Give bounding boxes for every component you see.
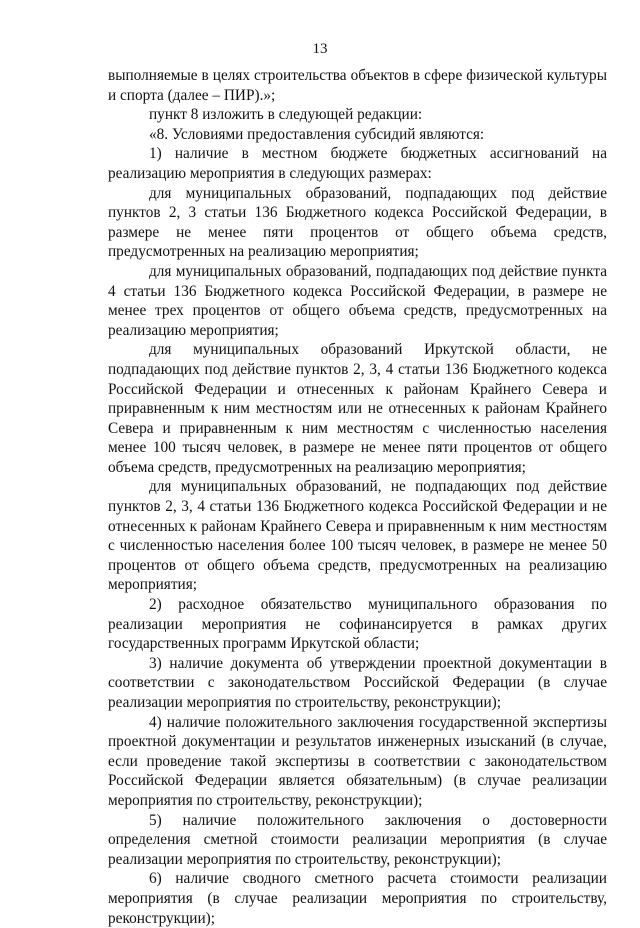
- paragraph-amendment-intro: пункт 8 изложить в следующей редакции:: [149, 106, 423, 124]
- document-body: [108, 66, 607, 928]
- paragraph-condition-1: 1) наличие в местном бюджете бюджетных ассигнований на реализацию мероприятия в следующих размерах:: [108, 145, 607, 182]
- paragraph-condition-1-item-c: для муниципальных образований Иркутской области, не подпадающих под действие пунктов 2, 3, 4 статьи 136 Бюджетного кодекса Российской Федерации и отнесенных к районам Крайнего Севера и приравненным к ним местностям или не отнесенных к районам Крайнего Севера и приравненным к ним местностям с численностью населения менее 100 тысяч человек, в размере не менее пяти процентов от общего объема средств, предусмотренных на реализацию мероприятия;: [108, 341, 607, 476]
- paragraph-condition-1-item-a: для муниципальных образований, подпадающих под действие пунктов 2, 3 статьи 136 Бюджетного кодекса Российской Федерации, в размере не менее пяти процентов от общего объема средств, предусмотренных на реализацию мероприятия;: [108, 184, 607, 261]
- paragraph-condition-1-item-d: для муниципальных образований, не подпадающих под действие пунктов 2, 3, 4 статьи 136 Бюджетного кодекса Российской Федерации и не отнесенных к районам Крайнего Севера и приравненным к ним местностям с численностью населения более 100 тысяч человек, в размере не менее 50 процентов от общего объема средств, предусмотренных на реализацию мероприятия;: [108, 478, 607, 594]
- paragraph-condition-4: 4) наличие положительного заключения государственной экспертизы проектной документации и результатов инженерных изысканий (в случае, если проведение такой экспертизы в соответствии с законодательством Российской Федерации является обязательным) (в случае реализации мероприятия по строительству, реконструкции);: [108, 713, 607, 809]
- paragraph-condition-6: 6) наличие сводного сметного расчета стоимости реализации мероприятия (в случае реализации мероприятия по строительству, реконструкции);: [108, 870, 607, 927]
- paragraph-continuation: выполняемые в целях строительства объектов в сфере физической культуры и спорта (далее – ПИР).»;: [108, 67, 607, 104]
- paragraph-clause-8-heading: «8. Условиями предоставления субсидий являются:: [149, 125, 485, 143]
- page-number: 13: [312, 41, 328, 57]
- paragraph-condition-3: 3) наличие документа об утверждении проектной документации в соответствии с законодательством Российской Федерации (в случае реализации мероприятия по строительству, реконструкции);: [108, 654, 607, 711]
- paragraph-condition-2: 2) расходное обязательство муниципального образования по реализации мероприятия не софинансируется в рамках других государственных программ Иркутской области;: [108, 596, 607, 653]
- paragraph-condition-1-item-b: для муниципальных образований, подпадающих под действие пункта 4 статьи 136 Бюджетного кодекса Российской Федерации, в размере не менее трех процентов от общего объема средств, предусмотренных на реализацию мероприятия;: [108, 262, 607, 339]
- paragraph-condition-5: 5) наличие положительного заключения о достоверности определения сметной стоимости реализации мероприятия (в случае реализации мероприятия по строительству, реконструкции);: [108, 811, 607, 868]
